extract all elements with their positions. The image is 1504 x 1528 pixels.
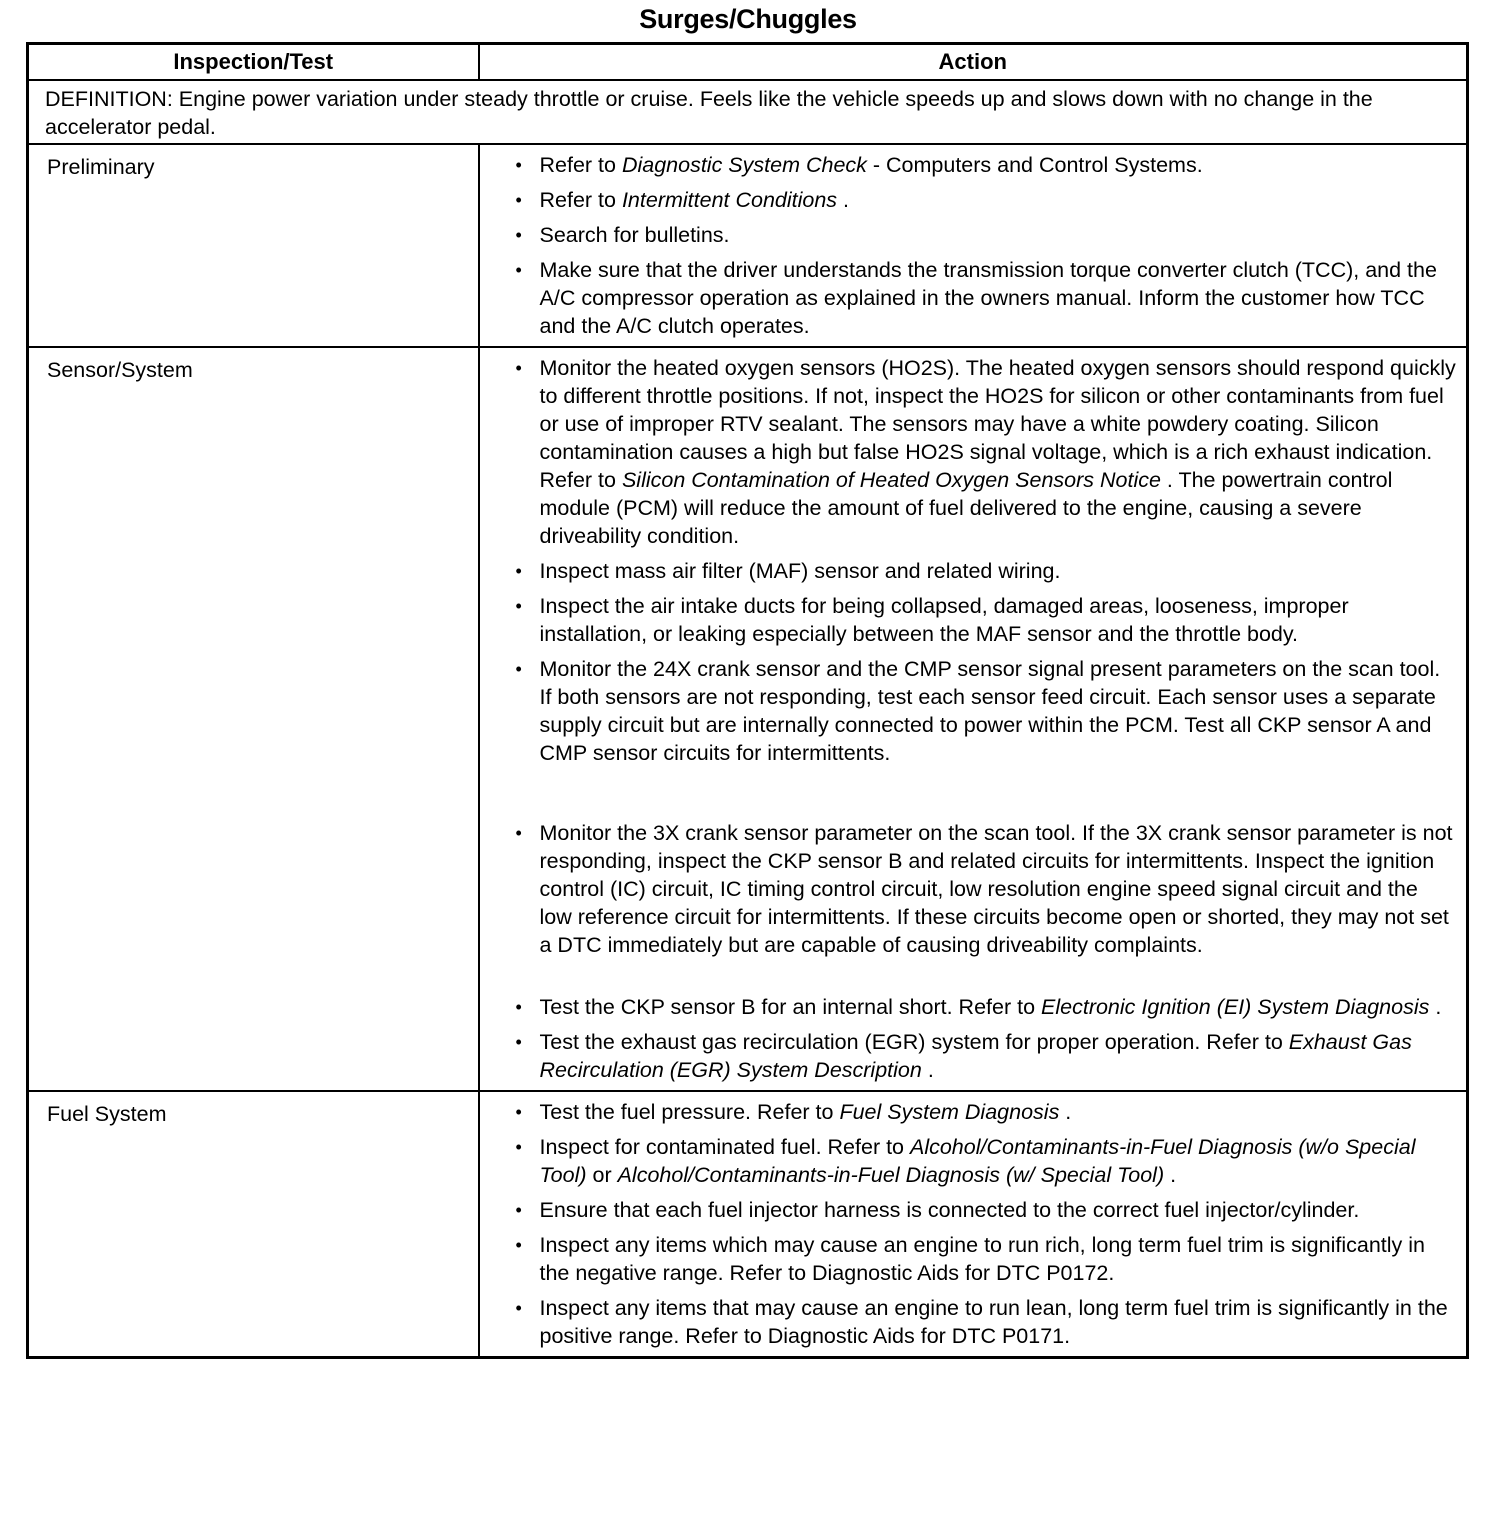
actions-sensor-system <box>479 347 1468 1091</box>
reference-link: Alcohol/Contaminants-in-Fuel Diagnosis (w/ Special Tool) <box>617 1163 1165 1187</box>
column-header-inspection: Inspection/Test <box>28 44 479 81</box>
definition-text: DEFINITION: Engine power variation under steady throttle or cruise. Feels like the vehicle speeds up and slows down with no change in the accelerator pedal. <box>28 80 1468 144</box>
actions-fuel-system <box>479 1091 1468 1358</box>
table-row <box>28 347 1468 1091</box>
reference-link: Exhaust Gas Recirculation (EGR) System Description <box>539 1030 1412 1082</box>
reference-link: Fuel System Diagnosis <box>839 1100 1060 1124</box>
diagnostic-table <box>26 42 1469 1359</box>
list-item: • Refer to Diagnostic System Check - Computers and Control Systems. <box>516 151 1457 179</box>
action-list <box>516 1098 1457 1350</box>
reference-link: Diagnostic System Check <box>621 153 867 177</box>
reference-link: Silicon Contamination of Heated Oxygen Sensors Notice <box>621 468 1161 492</box>
list-item: • Ensure that each fuel injector harness is connected to the correct fuel injector/cylinder. <box>516 1196 1457 1224</box>
actions-preliminary <box>479 144 1468 347</box>
column-header-action: Action <box>479 44 1468 81</box>
table-row <box>28 144 1468 347</box>
list-item: • Search for bulletins. <box>516 221 1457 249</box>
category-fuel-system: Fuel System <box>28 1091 479 1358</box>
action-list <box>516 151 1457 340</box>
category-sensor-system: Sensor/System <box>28 347 479 1091</box>
page-title: Surges/Chuggles <box>639 4 857 34</box>
list-item: • Inspect any items that may cause an engine to run lean, long term fuel trim is significantly in the positive range. Refer to Diagnostic Aids for DTC P0171. <box>516 1294 1457 1350</box>
list-item: • Make sure that the driver understands the transmission torque converter clutch (TCC), and the A/C compressor operation as explained in the owners manual. Inform the customer how TCC and the A/C clutch operates. <box>516 256 1457 340</box>
definition-row <box>28 80 1468 144</box>
reference-link: Electronic Ignition (EI) System Diagnosis <box>1041 995 1430 1019</box>
list-item: • Monitor the 24X crank sensor and the CMP sensor signal present parameters on the scan tool. If both sensors are not responding, test each sensor feed circuit. Each sensor uses a separate supply circuit but are internally connected to power within the PCM. Test all CKP sensor A and CMP sensor circuits for intermittents. <box>516 655 1457 767</box>
action-list <box>516 354 1457 1084</box>
list-item: • Test the fuel pressure. Refer to Fuel System Diagnosis . <box>516 1098 1457 1126</box>
list-item: • Inspect any items which may cause an engine to run rich, long term fuel trim is significantly in the negative range. Refer to Diagnostic Aids for DTC P0172. <box>516 1231 1457 1287</box>
list-item: • Inspect mass air filter (MAF) sensor and related wiring. <box>516 557 1457 585</box>
reference-link: Alcohol/Contaminants-in-Fuel Diagnosis (w/o Special Tool) <box>539 1135 1416 1187</box>
category-preliminary: Preliminary <box>28 144 479 347</box>
list-item: • Test the CKP sensor B for an internal short. Refer to Electronic Ignition (EI) System Diagnosis . <box>516 993 1457 1021</box>
reference-link: Intermittent Conditions <box>621 188 838 212</box>
list-item: • Test the exhaust gas recirculation (EGR) system for proper operation. Refer to Exhaust Gas Recirculation (EGR) System Description . <box>516 1028 1457 1084</box>
list-item: • Monitor the heated oxygen sensors (HO2S). The heated oxygen sensors should respond quickly to different throttle positions. If not, inspect the HO2S for silicon or other contaminants from fuel or use of improper RTV sealant. The sensors may have a white powdery coating. Silicon contamination causes a high but false HO2S signal voltage, which is a rich exhaust indication. Refer to Silicon Contamination of Heated Oxygen Sensors Notice . The powertrain control module (PCM) will reduce the amount of fuel delivered to the engine, causing a severe driveability condition. <box>516 354 1457 550</box>
list-item: • Refer to Intermittent Conditions . <box>516 186 1457 214</box>
list-item: • Inspect the air intake ducts for being collapsed, damaged areas, looseness, improper installation, or leaking especially between the MAF sensor and the throttle body. <box>516 592 1457 648</box>
header-row <box>28 44 1468 81</box>
list-item: • Inspect for contaminated fuel. Refer to Alcohol/Contaminants-in-Fuel Diagnosis (w/o Special Tool) or Alcohol/Contaminants-in-Fuel Diagnosis (w/ Special Tool) . <box>516 1133 1457 1189</box>
table-row <box>28 1091 1468 1358</box>
list-item: • Monitor the 3X crank sensor parameter on the scan tool. If the 3X crank sensor parameter is not responding, inspect the CKP sensor B and related circuits for intermittents. Inspect the ignition control (IC) circuit, IC timing control circuit, low resolution engine speed signal circuit and the low reference circuit for intermittents. If these circuits become open or shorted, they may not set a DTC immediately but are capable of causing driveability complaints. <box>516 819 1457 959</box>
